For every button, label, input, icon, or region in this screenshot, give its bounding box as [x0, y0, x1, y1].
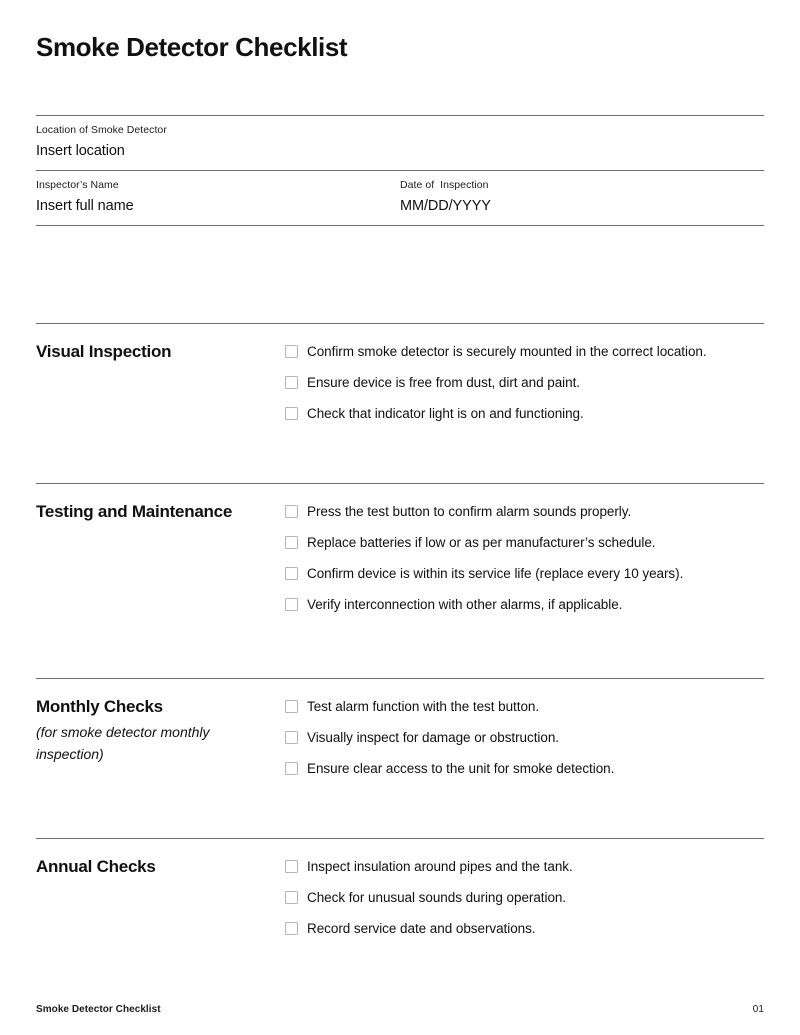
- checklist-item[interactable]: [285, 698, 764, 715]
- checklist-item[interactable]: [285, 565, 764, 582]
- section-visual-inspection-items: [285, 341, 764, 483]
- checkbox-icon[interactable]: [285, 731, 298, 744]
- section-visual-inspection-header: [36, 341, 285, 483]
- checklist-item-label: Ensure device is free from dust, dirt and paint.: [307, 375, 580, 390]
- checklist-item-label: Record service date and observations.: [307, 921, 536, 936]
- checkbox-icon[interactable]: [285, 345, 298, 358]
- page-title: Smoke Detector Checklist: [36, 32, 348, 62]
- section-monthly-checks: [36, 679, 764, 838]
- checkbox-icon[interactable]: [285, 700, 298, 713]
- checklist-item-label: Replace batteries if low or as per manufacturer’s schedule.: [307, 535, 656, 550]
- checkbox-icon[interactable]: [285, 536, 298, 549]
- checklist-item-label: Inspect insulation around pipes and the tank.: [307, 859, 573, 874]
- checklist-item[interactable]: [285, 889, 764, 906]
- page-footer: [36, 1004, 764, 1015]
- checklist-item[interactable]: [285, 405, 764, 422]
- section-monthly-checks-items: [285, 696, 764, 838]
- checkbox-icon[interactable]: [285, 762, 298, 775]
- checkbox-icon[interactable]: [285, 598, 298, 611]
- section-testing-maintenance: [36, 484, 764, 678]
- checklist-item[interactable]: [285, 596, 764, 613]
- footer-page-number: 01: [752, 1004, 764, 1015]
- location-label: Location of Smoke Detector: [36, 124, 167, 136]
- checklist-item-label: Confirm smoke detector is securely mounted in the correct location.: [307, 344, 707, 359]
- checklist-item[interactable]: [285, 760, 764, 777]
- inspector-name-label: Inspector’s Name: [36, 179, 119, 191]
- checklist-item-label: Press the test button to confirm alarm sounds properly.: [307, 504, 632, 519]
- checklist-item[interactable]: [285, 858, 764, 875]
- checklist-item-label: Verify interconnection with other alarms, if applicable.: [307, 597, 623, 612]
- checklist-item[interactable]: [285, 534, 764, 551]
- section-visual-inspection: [36, 324, 764, 483]
- inspector-name-input[interactable]: Insert full name: [36, 198, 134, 214]
- section-monthly-checks-title: Monthly Checks: [36, 697, 163, 716]
- checkbox-icon[interactable]: [285, 922, 298, 935]
- checkbox-icon[interactable]: [285, 860, 298, 873]
- location-field[interactable]: [36, 116, 764, 170]
- section-monthly-checks-header: [36, 696, 285, 838]
- section-annual-checks-title: Annual Checks: [36, 857, 156, 876]
- checkbox-icon[interactable]: [285, 891, 298, 904]
- checklist-item-label: Check that indicator light is on and functioning.: [307, 406, 584, 421]
- section-testing-maintenance-items: [285, 501, 764, 678]
- location-row: [36, 116, 764, 170]
- section-testing-maintenance-title: Testing and Maintenance: [36, 502, 233, 521]
- checklist-item[interactable]: [285, 374, 764, 391]
- section-monthly-checks-subtitle: (for smoke detector monthly inspection): [36, 724, 210, 762]
- section-annual-checks: [36, 839, 764, 959]
- inspection-date-input[interactable]: MM/DD/YYYY: [400, 198, 491, 214]
- notes-blank-area: [36, 226, 764, 323]
- checklist-item[interactable]: [285, 920, 764, 937]
- checklist-item[interactable]: [285, 343, 764, 360]
- checklist-item-label: Visually inspect for damage or obstruction.: [307, 730, 559, 745]
- section-annual-checks-items: [285, 856, 764, 959]
- inspector-date-row: [36, 171, 764, 225]
- location-input[interactable]: Insert location: [36, 143, 125, 159]
- section-visual-inspection-title: Visual Inspection: [36, 342, 172, 361]
- checkbox-icon[interactable]: [285, 567, 298, 580]
- inspection-form: [36, 115, 764, 323]
- section-annual-checks-header: [36, 856, 285, 959]
- checkbox-icon[interactable]: [285, 505, 298, 518]
- inspection-date-label: Date of Inspection: [400, 179, 489, 191]
- checkbox-icon[interactable]: [285, 376, 298, 389]
- checklist-item-label: Ensure clear access to the unit for smoke detection.: [307, 761, 615, 776]
- checklist-item-label: Test alarm function with the test button.: [307, 699, 540, 714]
- checklist-item[interactable]: [285, 729, 764, 746]
- section-testing-maintenance-header: [36, 501, 285, 678]
- inspection-date-field[interactable]: [400, 171, 764, 225]
- checkbox-icon[interactable]: [285, 407, 298, 420]
- checklist-item-label: Confirm device is within its service life (replace every 10 years).: [307, 566, 684, 581]
- inspector-name-field[interactable]: [36, 171, 400, 225]
- checklist-item[interactable]: [285, 503, 764, 520]
- footer-document-label: Smoke Detector Checklist: [36, 1004, 161, 1015]
- checklist-item-label: Check for unusual sounds during operation.: [307, 890, 567, 905]
